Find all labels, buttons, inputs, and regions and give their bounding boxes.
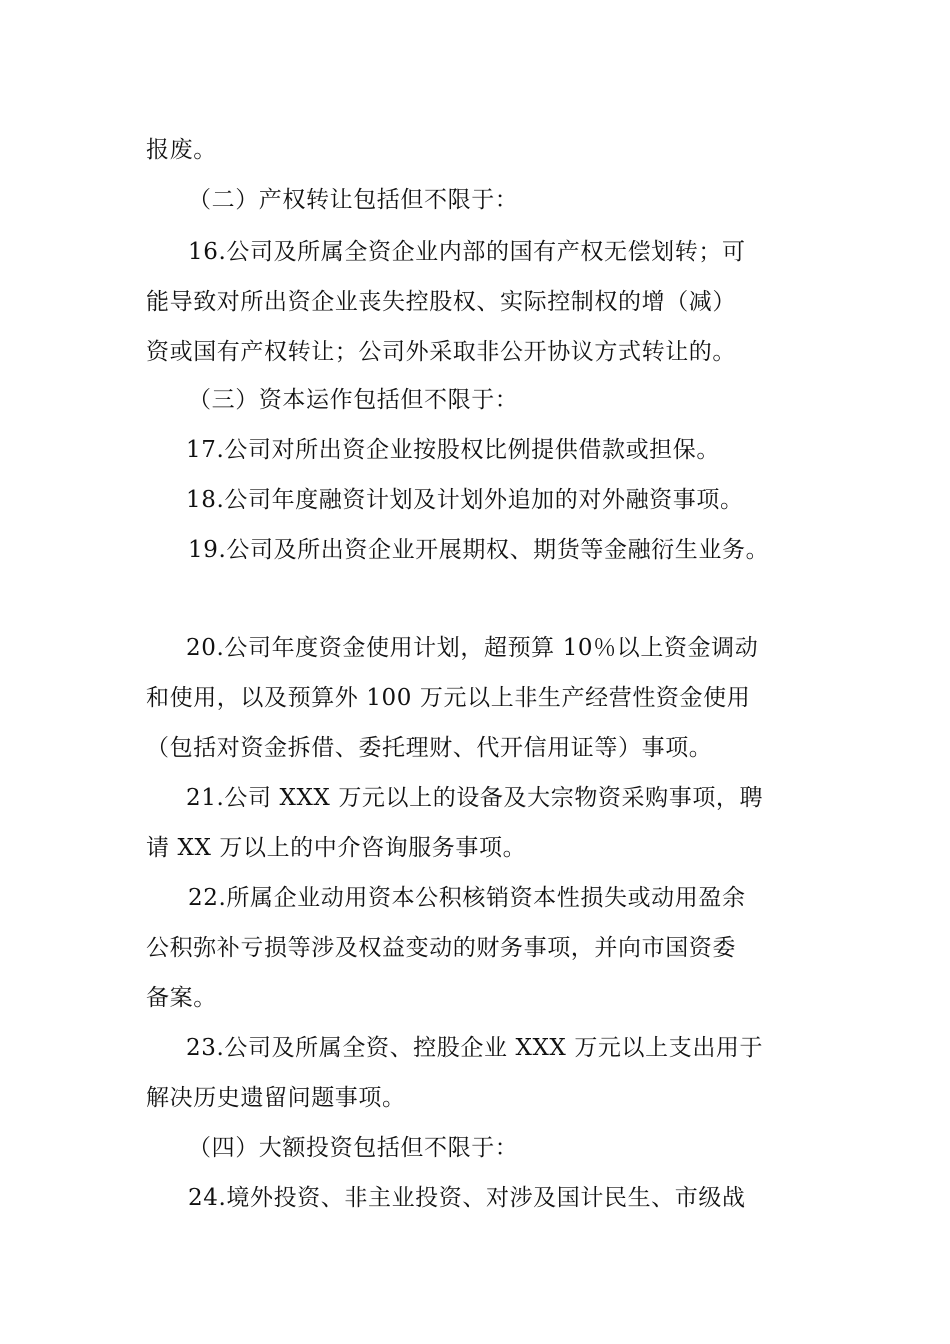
- section-heading: （四）大额投资包括但不限于：: [188, 1135, 519, 1161]
- text-line: 19.公司及所出资企业开展期权、期货等金融衍生业务。: [188, 537, 770, 563]
- text-line: 请 XX 万以上的中介咨询服务事项。: [146, 835, 527, 861]
- text-line: 备案。: [146, 985, 217, 1011]
- text-line: （包括对资金拆借、委托理财、代开信用证等）事项。: [146, 735, 713, 761]
- text-line: 和使用，以及预算外 100 万元以上非生产经营性资金使用: [146, 685, 751, 711]
- section-heading: （三）资本运作包括但不限于：: [188, 387, 519, 413]
- text-line: 能导致对所出资企业丧失控股权、实际控制权的增（减）: [146, 289, 736, 315]
- text-line: 17.公司对所出资企业按股权比例提供借款或担保。: [186, 437, 720, 463]
- text-line: 18.公司年度融资计划及计划外追加的对外融资事项。: [186, 487, 744, 513]
- text-line: 20.公司年度资金使用计划，超预算 10％以上资金调动: [186, 635, 759, 661]
- text-line: 报废。: [146, 137, 217, 163]
- text-line: 解决历史遗留问题事项。: [146, 1085, 406, 1111]
- text-line: 16.公司及所属全资企业内部的国有产权无偿划转；可: [188, 239, 746, 265]
- text-line: 资或国有产权转让；公司外采取非公开协议方式转让的。: [146, 339, 736, 365]
- text-line: 24.境外投资、非主业投资、对涉及国计民生、市级战: [188, 1185, 746, 1211]
- text-line: 23.公司及所属全资、控股企业 XXX 万元以上支出用于: [186, 1035, 764, 1061]
- text-line: 公积弥补亏损等涉及权益变动的财务事项，并向市国资委: [146, 935, 736, 961]
- text-line: 21.公司 XXX 万元以上的设备及大宗物资采购事项，聘: [186, 785, 764, 811]
- section-heading: （二）产权转让包括但不限于：: [188, 187, 519, 213]
- text-line: 22.所属企业动用资本公积核销资本性损失或动用盈余: [188, 885, 746, 911]
